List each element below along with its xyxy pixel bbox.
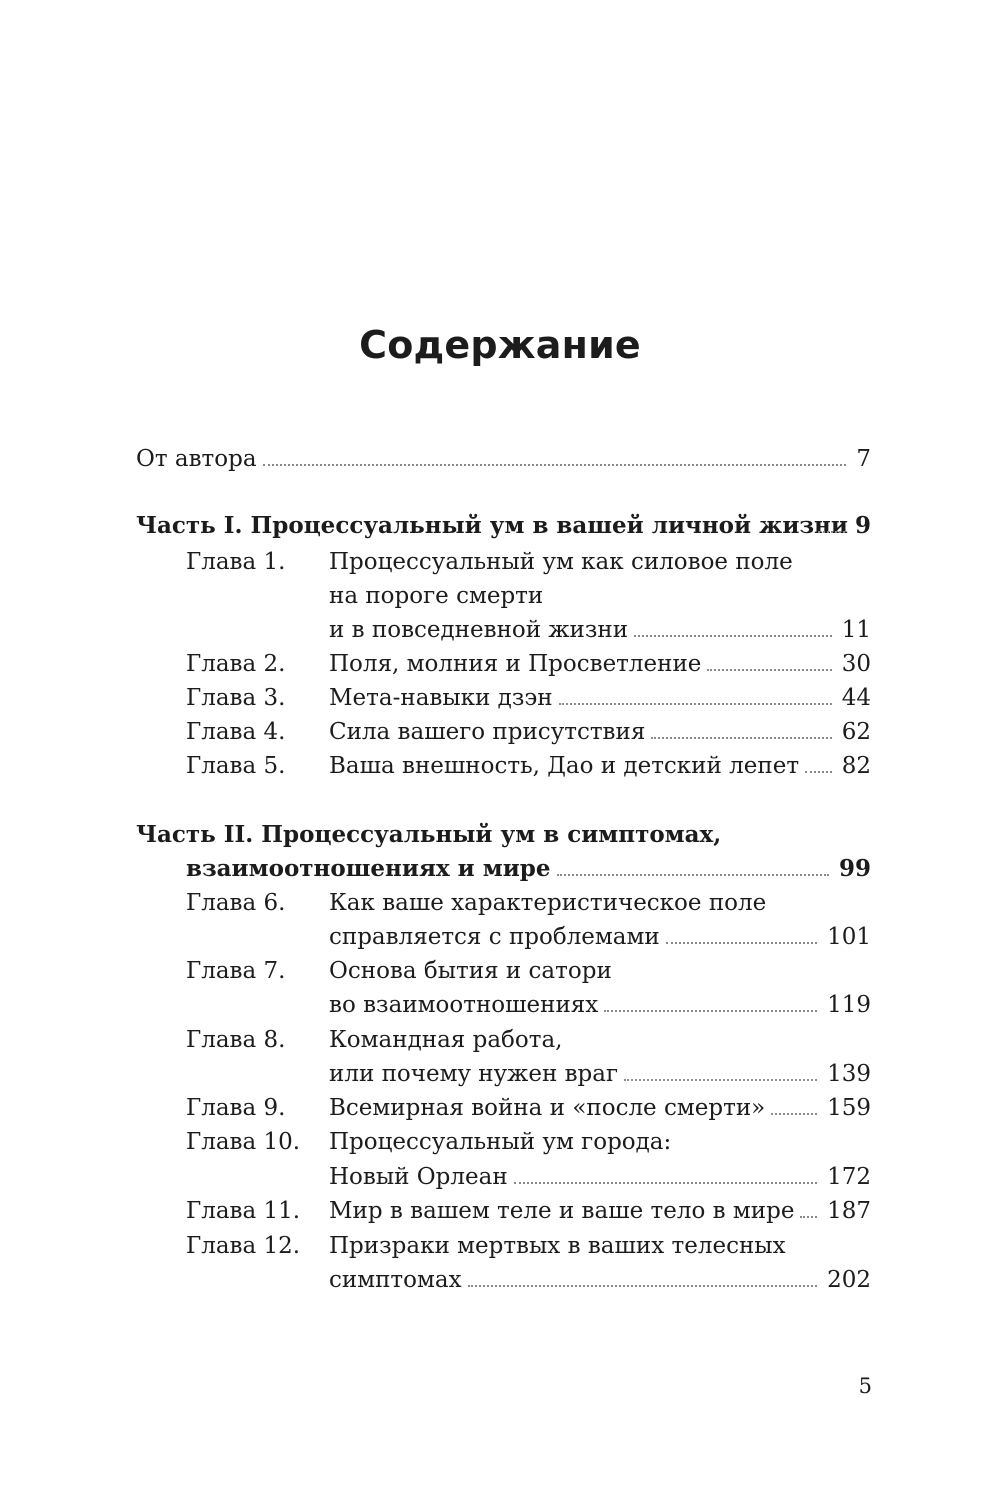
toc-entry-text: От автора [136, 446, 257, 472]
toc-entry-part-2 [186, 852, 871, 886]
toc-entry-ch11 [329, 1194, 871, 1228]
dot-leader [514, 1182, 817, 1184]
dot-leader [263, 464, 846, 466]
toc-entry-text: во взаимоотношениях [329, 992, 599, 1018]
dot-leader [634, 635, 832, 637]
toc-entry-text: Часть II. Процессуальный ум в симптомах, [136, 821, 722, 848]
page-number: 62 [841, 719, 871, 745]
toc-entry-ch2 [329, 647, 871, 681]
dot-leader [604, 1010, 817, 1012]
toc-entry-ch4 [329, 715, 871, 749]
page-number: 9 [854, 512, 871, 539]
page-number: 101 [827, 924, 871, 950]
toc-entry-text: и в повседневной жизни [329, 617, 629, 643]
page-number: 139 [827, 1061, 871, 1087]
toc-entry-text: Поля, молния и Просветление [329, 651, 702, 677]
page-folio: 5 [858, 1374, 872, 1398]
page-number: 119 [827, 992, 871, 1018]
toc-chapter-label: Глава 10. [186, 1129, 301, 1155]
dot-leader [651, 737, 832, 739]
toc-entry-ch12 [329, 1263, 871, 1297]
dot-leader [557, 874, 829, 876]
toc-entry-ch8 [329, 1057, 871, 1091]
dot-leader [800, 1216, 817, 1218]
page-number: 44 [841, 685, 871, 711]
dot-leader [468, 1285, 817, 1287]
toc-entry-text: Призраки мертвых в ваших телесных [329, 1233, 786, 1259]
page-number: 99 [838, 855, 871, 882]
dot-leader [818, 531, 845, 533]
toc-chapter-label: Глава 6. [186, 890, 286, 916]
toc-chapter-label: Глава 12. [186, 1233, 301, 1259]
toc-entry-text: справляется с проблемами [329, 924, 660, 950]
toc-entry-text: Основа бытия и сатори [329, 958, 612, 984]
dot-leader [805, 771, 832, 773]
toc-entry-preface [136, 442, 871, 476]
page-number: 187 [827, 1198, 871, 1224]
toc-entry-text: Часть I. Процессуальный ум в вашей личной жизни [136, 512, 848, 539]
toc-chapter-label: Глава 1. [186, 549, 286, 575]
page-number: 30 [841, 651, 871, 677]
toc-entry-part-1 [136, 509, 871, 543]
toc-chapter-label: Глава 4. [186, 719, 286, 745]
toc-chapter-label: Глава 11. [186, 1198, 301, 1224]
page-number: 159 [827, 1095, 871, 1121]
toc-chapter-label: Глава 7. [186, 958, 286, 984]
page-number: 11 [841, 617, 871, 643]
toc-chapter-label: Глава 9. [186, 1095, 286, 1121]
toc-entry-ch3 [329, 681, 871, 715]
toc-entry-ch6 [329, 920, 871, 954]
toc-entry-text: Как ваше характеристическое поле [329, 890, 767, 916]
toc-entry-text: Новый Орлеан [329, 1164, 508, 1190]
toc-entry-ch9 [329, 1091, 871, 1125]
toc-chapter-label: Глава 8. [186, 1027, 286, 1053]
page-number: 172 [827, 1164, 871, 1190]
toc-entry-ch5 [329, 749, 871, 783]
dot-leader [666, 942, 817, 944]
toc-entry-text: Процессуальный ум города: [329, 1129, 672, 1155]
toc-entry-text: Процессуальный ум как силовое поле [329, 549, 793, 575]
dot-leader [624, 1079, 817, 1081]
toc-entry-text: взаимоотношениях и мире [186, 855, 551, 882]
toc-entry-text: или почему нужен враг [329, 1061, 619, 1087]
toc-chapter-label: Глава 2. [186, 651, 286, 677]
toc-entry-text: Командная работа, [329, 1027, 563, 1053]
toc-entry-text: Мета-навыки дзэн [329, 685, 553, 711]
page-title: Содержание [359, 323, 641, 367]
toc-entry-text: Всемирная война и «после смерти» [329, 1095, 766, 1121]
toc-entry-text: симптомах [329, 1267, 462, 1293]
page-number: 82 [841, 753, 871, 779]
toc-entry-ch1 [329, 613, 871, 647]
toc-entry-text: Мир в вашем теле и ваше тело в мире [329, 1198, 795, 1224]
toc-chapter-label: Глава 3. [186, 685, 286, 711]
toc-chapter-label: Глава 5. [186, 753, 286, 779]
toc-entry-ch10 [329, 1160, 871, 1194]
page-number: 202 [827, 1267, 871, 1293]
toc-entry-ch7 [329, 988, 871, 1022]
dot-leader [559, 703, 832, 705]
toc-entry-text: Ваша внешность, Дао и детский лепет [329, 753, 800, 779]
dot-leader [707, 669, 832, 671]
dot-leader [771, 1113, 817, 1115]
page-number: 7 [856, 446, 871, 472]
toc-entry-text: на пороге смерти [329, 583, 544, 609]
toc-entry-text: Сила вашего присутствия [329, 719, 646, 745]
